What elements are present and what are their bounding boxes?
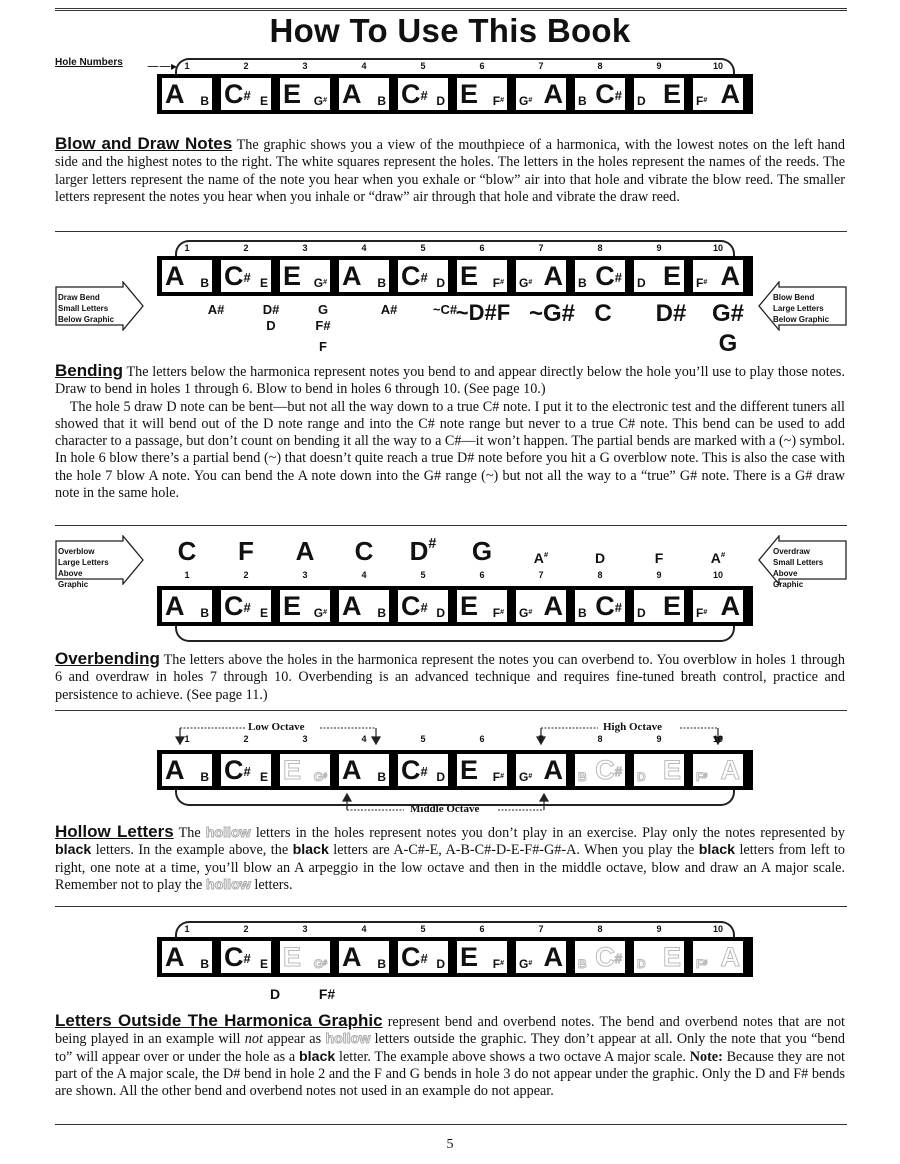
hole-cell [280,941,330,973]
draw-note: F# [696,94,708,108]
draw-note: B [578,94,587,108]
draw-note: E [259,770,268,784]
hole-cell [516,260,566,292]
bottom-rule [55,1124,847,1125]
bend-note-hole2-a: D# [262,302,280,317]
draw-note: F# [492,770,504,784]
hole-cell [162,78,212,110]
hole-cell [457,754,507,786]
overbend-note: A [295,536,315,566]
overdraw-text: Overdraw Small Letters Above Graphic [773,547,824,589]
blow-note: A [543,755,563,785]
section-divider [55,231,847,232]
hole-number: 4 [361,734,367,744]
hole-cell [339,754,389,786]
draw-note: B [578,957,587,971]
draw-note: E [259,957,268,971]
hole-cell [398,941,448,973]
section-divider [55,906,847,907]
bend-note-hole10-a: G# [711,300,745,327]
hole-number: 8 [597,924,603,934]
bend-note-hole3-c: F [319,339,327,354]
blow-note: E [460,261,479,291]
hole-cell [634,941,684,973]
draw-note: B [200,276,209,290]
blow-note: C# [401,591,428,621]
hole-number: 6 [479,734,485,744]
overbend-note: F [654,550,664,566]
blow-bend-text: Blow Bend Large Letters Below Graphic [773,293,830,324]
blow-note: A [543,261,563,291]
hole-cell [398,260,448,292]
overbend-note: C [177,536,197,566]
blow-note: A [720,261,740,291]
hole-cell [162,941,212,973]
hole-cell [516,78,566,110]
hole-number: 3 [302,570,308,580]
hole-number: 6 [479,924,485,934]
bend-note-hole1: A# [207,302,225,317]
hole-cell [339,941,389,973]
blow-note: A [165,942,185,972]
blow-note: A [543,79,563,109]
hole-number: 1 [184,734,190,744]
bend-note-hole6: ~D#F [455,300,511,325]
draw-note: B [377,606,386,620]
middle-octave-label: Middle Octave [410,803,480,815]
blow-note: E [283,942,302,972]
hole-number: 2 [243,570,249,580]
hole-number: 7 [538,61,544,71]
blow-note: C# [224,79,251,109]
draw-bend-text: Draw Bend Small Letters Below Graphic [58,293,115,324]
hole-number: 6 [479,61,485,71]
blow-note: E [460,79,479,109]
hole-number: 5 [420,61,426,71]
draw-note: B [377,957,386,971]
blow-note: C# [401,261,428,291]
harmonica-body [157,256,753,296]
blow-note: E [662,591,681,621]
blow-note: C# [401,79,428,109]
draw-bend-box [55,281,127,331]
blow-note: A [165,261,185,291]
hole-number: 7 [538,570,544,580]
bend-note-hole9: D# [655,300,687,327]
top-rule [55,8,847,11]
blow-note: E [283,79,302,109]
page-title: How To Use This Book [269,12,631,49]
hole-number: 9 [656,243,662,253]
blow-note: A [342,942,362,972]
blow-note: E [460,755,479,785]
draw-note: E [259,276,268,290]
hole-number: 6 [479,570,485,580]
blow-note: C# [224,942,251,972]
draw-note: B [578,606,587,620]
page-number: 5 [446,1137,454,1152]
blow-note: C# [595,942,622,972]
hole-cell [221,590,271,622]
draw-note: B [200,606,209,620]
hole-number: 9 [656,734,662,744]
overblow-box [55,535,127,589]
draw-note: G# [519,957,533,971]
hole-number: 9 [656,61,662,71]
draw-note: F# [696,606,708,620]
section-divider [55,710,847,711]
overdraw-box [757,535,829,589]
hole-number: 9 [656,570,662,580]
draw-note: G# [313,606,327,620]
hole-number: 3 [302,734,308,744]
hole-cell [339,260,389,292]
hole-number: 8 [597,61,603,71]
blow-note: C# [401,942,428,972]
hole-number: 8 [597,734,603,744]
blow-note: E [662,942,681,972]
blow-note: C# [401,755,428,785]
blow-note: C# [595,79,622,109]
hole-cell [575,260,625,292]
high-octave-label: High Octave [603,721,662,733]
hole-number: 5 [420,734,426,744]
hole-cell [221,941,271,973]
hole-number: 4 [361,570,367,580]
hole-cell [634,260,684,292]
bend-note-hole7: ~G# [528,300,576,327]
harmonica-graphic-outside [157,921,753,979]
outside-note-hole3: F# [318,986,336,1002]
blow-note: C# [595,261,622,291]
blow-note: E [460,942,479,972]
draw-note: G# [313,94,327,108]
hole-cell [398,78,448,110]
blow-note: A [543,942,563,972]
harmonica-graphic-plain [157,58,753,116]
harmonica-graphic-bending [157,240,753,298]
draw-note: E [259,94,268,108]
hole-number: 7 [538,924,544,934]
outside-note-hole2: D [269,986,281,1002]
hole-cell [575,78,625,110]
hole-cell [693,941,743,973]
draw-note: G# [519,94,533,108]
overbend-note: C [354,536,374,566]
overblow-text: Overblow Large Letters Above Graphic [58,547,109,589]
hole-number: 10 [712,570,723,580]
hole-number: 9 [656,924,662,934]
draw-note: G# [519,606,533,620]
hole-cell [280,260,330,292]
draw-note: D [637,770,646,784]
hole-number: 2 [243,924,249,934]
bending-paragraph: Bending The letters below the harmonica represent notes you bend to and appear directly below the hole you’ll use to play those notes. Draw to bend in holes 1 through 6. Blow to bend in holes 6 through 10. (See page 10.) The hole 5 draw D note can be bent—but not all the way down to a true C# note. I put it to the electronic test and the different tuners all showed that it will bend out of the D note range and into the C# note range but never to a true C# note. This bend can be used to add character to a passage, but don’t count on bending it all the way to a C#—it won’t happen. The partial bends are marked with a (~) symbol. In hole 6 blow there’s a partial bend (~) that doesn’t quite reach a true D# note before you hit a G overblow note. This is also the case with the hole 7 blow A note. You can bend the A note down into the G# range (~) but not all the way to a “true” G# note. There is a G# draw note in the same hole. [55,361,845,502]
blow-note: E [283,591,302,621]
draw-note: F# [492,276,504,290]
draw-note: D [637,957,646,971]
hole-number: 1 [184,924,190,934]
harmonica-body [157,750,753,790]
bend-note-hole4: A# [380,302,398,317]
hole-number: 10 [712,61,723,71]
hole-number: 8 [597,243,603,253]
hollow-letters-paragraph: Hollow Letters The hollow letters in the holes represent notes you don’t play in an exercise. Play only the notes represented by black letters. In the example above, the black letters are A-C#-E, A-B-C#-D-E-F#-G#-A. When you play the black letters from left to right, one note at a time, you’ll blow an A arpeggio in the low octave and then in the middle octave, blow and draw an A major scale. Remember not to play the hollow letters. [55,822,845,893]
blow-note: A [342,755,362,785]
hole-cell [693,260,743,292]
hole-cell [221,754,271,786]
hole-number: 3 [302,61,308,71]
hole-cell [634,590,684,622]
hole-number: 1 [184,570,190,580]
hole-cell [280,590,330,622]
draw-note: G# [313,770,327,784]
hole-cell [693,590,743,622]
draw-note: D [637,276,646,290]
blow-note: E [283,261,302,291]
hole-numbers-label: Hole Numbers [55,57,123,68]
draw-note: G# [519,770,533,784]
draw-note: F# [492,957,504,971]
hole-number: 2 [243,61,249,71]
hole-number: 4 [361,61,367,71]
harmonica-graphic-octaves [157,734,753,806]
hole-number: 10 [712,924,723,934]
hole-cell [575,941,625,973]
draw-note: D [436,770,445,784]
draw-note: B [200,957,209,971]
overbend-note: G [471,536,493,566]
draw-note: F# [696,957,708,971]
hole-number: 2 [243,243,249,253]
hole-cell [516,590,566,622]
hole-number: 7 [538,243,544,253]
blow-note: E [662,755,681,785]
draw-note: D [436,957,445,971]
hole-cell [693,78,743,110]
hole-number: 10 [712,243,723,253]
blow-note: A [342,79,362,109]
blow-note: A [165,591,185,621]
draw-note: E [259,606,268,620]
draw-note: F# [696,276,708,290]
draw-note: B [377,94,386,108]
hole-number: 6 [479,243,485,253]
hole-cell [398,590,448,622]
overbend-note: D# [409,536,437,566]
hole-cell [398,754,448,786]
hole-cell [575,590,625,622]
hole-cell [280,754,330,786]
hole-number: 2 [243,734,249,744]
blow-note: A [720,755,740,785]
blow-note: E [460,591,479,621]
harmonica-body [157,586,753,626]
blow-note: A [720,591,740,621]
hole-cell [162,260,212,292]
draw-note: G# [313,957,327,971]
outside-letters-paragraph: Letters Outside The Harmonica Graphic represent bend and overbend notes. The bend and overbend notes that are not being played in an example will not appear as hollow letters outside the graphic. They don’t appear at all. Only the note that you “bend to” will appear over or under the hole as a black letter. The example above shows a two octave A major scale. Note: Because they are not part of the A major scale, the D# bend in hole 2 and the F and G bends in hole 3 do not appear under the graphic. Only the D and F# bends are shown. All the other bend and overbend notes not used in an example do not appear. [55,1011,846,1100]
overbending-paragraph: Overbending The letters above the holes in the harmonica represent the notes you can overbend to. You overblow in holes 1 through 6 and overdraw in holes 7 through 10. Overbending is an advanced technique and requires fine-tuned breath control, practice and persistence to achieve. (See page 11.) [55,649,845,703]
hole-cell [221,260,271,292]
blow-note: A [543,591,563,621]
draw-note: F# [492,94,504,108]
blow-note: A [165,79,185,109]
hole-cell [280,78,330,110]
hole-cell [162,590,212,622]
draw-note: G# [313,276,327,290]
overbend-note: D [594,550,606,566]
hole-number: 3 [302,924,308,934]
hole-cell [575,754,625,786]
hole-cell [634,78,684,110]
draw-note: B [377,276,386,290]
draw-note: B [377,770,386,784]
bend-note-hole3-a: G [317,302,329,317]
blow-note: C# [595,591,622,621]
hole-number: 5 [420,924,426,934]
bend-note-hole3-b: F# [315,318,331,333]
harmonica-graphic-overbend [157,570,753,642]
draw-note: F# [696,770,708,784]
hole-cell [162,754,212,786]
draw-note: B [578,276,587,290]
blow-note: A [720,79,740,109]
blow-bend-box [757,281,829,331]
harmonica-body [157,74,753,114]
hole-cell [634,754,684,786]
hole-number: 1 [184,61,190,71]
hole-cell [457,941,507,973]
draw-note: D [436,276,445,290]
blow-note: E [662,261,681,291]
hole-number: 7 [538,734,544,744]
draw-note: D [436,94,445,108]
hole-cell [457,590,507,622]
hole-cell [339,78,389,110]
hole-cell [516,941,566,973]
blow-note: C# [595,755,622,785]
bend-note-hole8: C [594,300,612,327]
hole-cell [339,590,389,622]
blow-draw-paragraph: Blow and Draw Notes The graphic shows you a view of the mouthpiece of a harmonica, with the lowest notes on the left hand side and the highest notes to the right. The white squares represent the holes. The letters in the holes represent the names of the reeds. The larger letters represent the name of the note you hear when you exhale or “blow” air into that hole and vibrate the blow reed. The smaller letters represent the notes you hear when you inhale or “draw” air through that hole and vibrate the draw reed. [55,134,845,205]
draw-note: B [578,770,587,784]
overbend-note: A# [533,550,549,566]
draw-note: D [436,606,445,620]
hole-cell [457,78,507,110]
hole-cell [457,260,507,292]
arrow-right-icon: ——▸ [147,59,178,73]
hole-number: 8 [597,570,603,580]
blow-note: E [662,79,681,109]
bend-note-hole10-b: G [718,330,738,357]
hole-number: 3 [302,243,308,253]
blow-note: C# [224,261,251,291]
low-octave-label: Low Octave [248,721,305,733]
draw-note: D [637,606,646,620]
blow-note: C# [224,591,251,621]
draw-note: F# [492,606,504,620]
hole-number: 4 [361,924,367,934]
blow-note: A [342,261,362,291]
hole-number: 10 [712,734,723,744]
overbend-note: F [238,536,254,566]
hole-number: 1 [184,243,190,253]
bend-note-hole2-b: D [266,318,276,333]
draw-note: D [637,94,646,108]
draw-note: B [200,770,209,784]
draw-note: B [200,94,209,108]
overbend-note: A# [710,550,726,566]
harmonica-body [157,937,753,977]
blow-note: E [283,755,302,785]
draw-note: G# [519,276,533,290]
hole-number: 5 [420,243,426,253]
blow-note: A [165,755,185,785]
blow-note: C# [224,755,251,785]
hole-cell [693,754,743,786]
blow-note: A [720,942,740,972]
bend-note-hole5: ~C# [432,302,458,317]
section-divider [55,525,847,526]
hole-number: 5 [420,570,426,580]
hole-cell [221,78,271,110]
blow-note: A [342,591,362,621]
hole-cell [516,754,566,786]
hole-number: 4 [361,243,367,253]
